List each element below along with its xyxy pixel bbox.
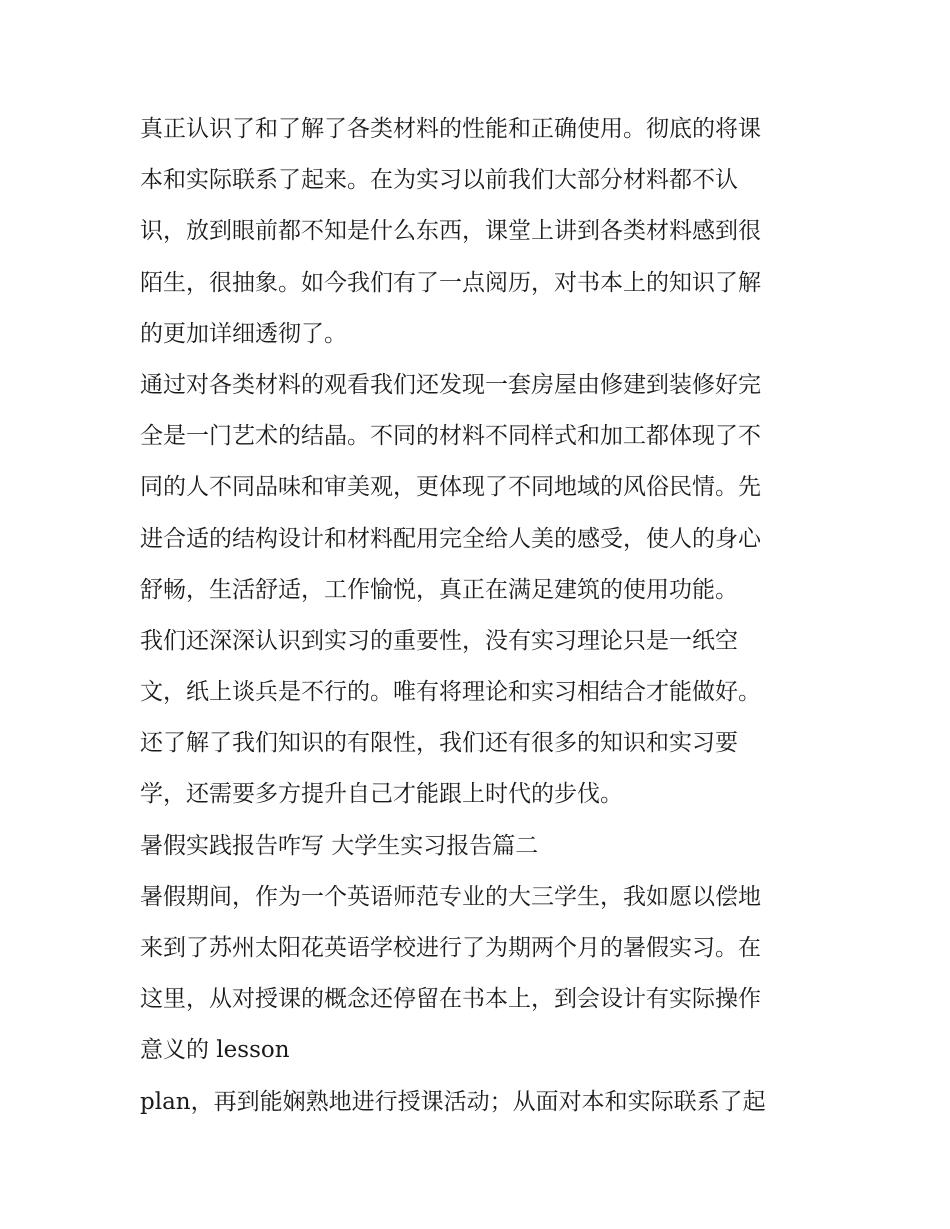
text-line: 文，纸上谈兵是不行的。唯有将理论和实习相结合才能做好。 [140,679,761,706]
document-body [140,104,815,1128]
text-line: 同的人不同品味和审美观，更体现了不同地域的风俗民情。先 [140,474,761,501]
text-line: 本和实际联系了起来。在为实习以前我们大部分材料都不认 [140,167,738,194]
text-line: 真正认识了和了解了各类材料的性能和正确使用。彻底的将课 [140,116,761,142]
text-line: plan，再到能娴熟地进行授课活动；从面对本和实际联系了起 [140,1088,766,1115]
text-line: 来到了苏州太阳花英语学校进行了为期两个月的暑假实习。在 [140,935,761,961]
text-line: 意义的 lesson [140,1037,290,1064]
text-line: 学，还需要多方提升自己才能跟上时代的步伐。 [140,781,623,808]
text-line: 识，放到眼前都不知是什么东西，课堂上讲到各类材料感到很 [140,218,761,245]
text-line: 进合适的结构设计和材料配用完全给人美的感受，使人的身心 [140,525,761,552]
text-line: 通过对各类材料的观看我们还发现一套房屋由修建到装修好完 [140,371,761,398]
text-line: 的更加详细透彻了。 [140,320,347,347]
section-heading: 暑假实践报告咋写 大学生实习报告篇二 [140,832,539,859]
text-line: 暑假期间，作为一个英语师范专业的大三学生，我如愿以偿地 [140,883,761,910]
text-line: 还了解了我们知识的有限性，我们还有很多的知识和实习要 [140,730,738,757]
text-line: 我们还深深认识到实习的重要性，没有实习理论只是一纸空 [140,627,738,654]
text-line: 这里，从对授课的概念还停留在书本上，到会设计有实际操作 [140,986,761,1013]
text-line: 舒畅，生活舒适，工作愉悦，真正在满足建筑的使用功能。 [140,576,738,603]
text-line: 陌生，很抽象。如今我们有了一点阅历，对书本上的知识了解 [140,269,761,296]
text-line: 全是一门艺术的结晶。不同的材料不同样式和加工都体现了不 [140,423,761,450]
